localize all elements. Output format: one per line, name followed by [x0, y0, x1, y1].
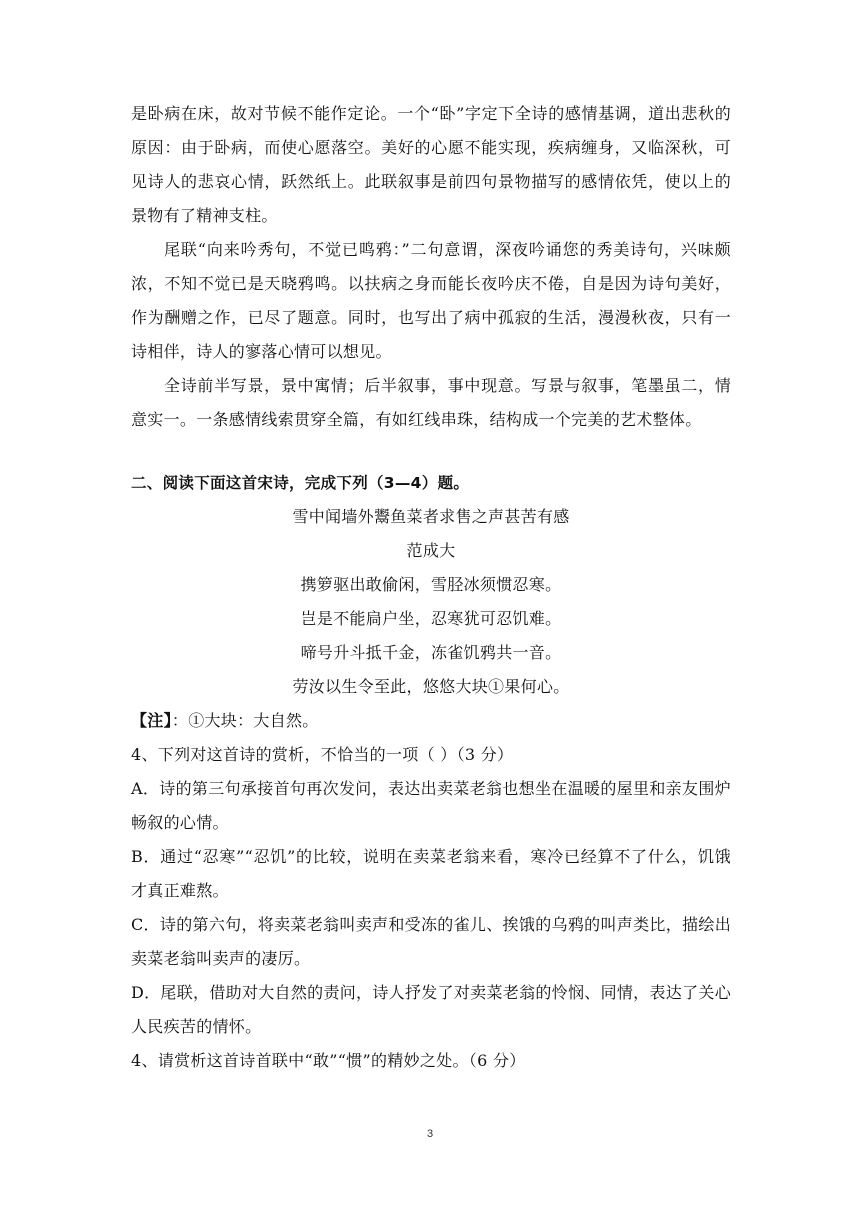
poem-line-1: 携箩驱出敢偷闲，雪胫冰须惯忍寒。 — [300, 575, 562, 594]
poem-line-3: 啼号升斗抵千金，冻雀饥鸦共一音。 — [300, 643, 562, 662]
poem-note — [131, 704, 731, 738]
poem-line-2: 岂是不能扃户坐，忍寒犹可忍饥难。 — [300, 609, 562, 628]
page-number: 3 — [426, 1128, 434, 1140]
question-option-c: C．诗的第六句，将卖菜老翁叫卖声和受冻的雀儿、挨饿的乌鸦的叫声类比，描绘出卖菜老翁叫卖声的凄厉。 — [131, 915, 731, 968]
question-4-stem: 4、下列对这首诗的赏析，不恰当的一项（ ）（3 分） — [131, 745, 514, 764]
page-content — [131, 97, 731, 1078]
poem-block — [131, 500, 731, 704]
question-option-b: B．通过“忍寒”“忍饥”的比较，说明在卖菜老翁来看，寒冷已经算不了什么，饥饿才真正难熬。 — [131, 847, 731, 900]
analysis-paragraph-2: 尾联“向来吟秀句，不觉已鸣鸦：”二句意谓，深夜吟诵您的秀美诗句，兴味颇浓，不知不觉已是天晓鸦鸣。以扶病之身而能长夜吟庆不倦，自是因为诗句美好，作为酬赠之作，已尽了题意。同时，也写出了病中孤寂的生活，漫漫秋夜，只有一诗相伴，诗人的寥落心情可以想见。 — [131, 240, 731, 361]
poem-author: 范成大 — [406, 541, 456, 560]
poem-line-4: 劳汝以生令至此，悠悠大块①果何心。 — [292, 677, 570, 696]
analysis-paragraph-1: 是卧病在床，故对节候不能作定论。一个“卧”字定下全诗的感情基调，道出悲秋的原因：由于卧病，而使心愿落空。美好的心愿不能实现，疾病缠身，又临深秋，可见诗人的悲哀心情，跃然纸上。此联叙事是前四句景物描写的感情依凭，使以上的景物有了精神支柱。 — [131, 104, 731, 225]
question-4-appreciation-stem: 4、请赏析这首诗首联中“敢”“惯”的精妙之处。（6 分） — [131, 1051, 526, 1070]
question-option-a: A．诗的第三句承接首句再次发问，表达出卖菜老翁也想坐在温暖的屋里和亲友围炉畅叙的心情。 — [131, 779, 731, 832]
analysis-paragraph-3: 全诗前半写景，景中寓情；后半叙事，事中现意。写景与叙事，笔墨虽二，情意实一。一条感情线索贯穿全篇，有如红线串珠，结构成一个完美的艺术整体。 — [131, 376, 731, 429]
section-2-title: 二、阅读下面这首宋诗，完成下列（3—4）题。 — [131, 474, 470, 492]
poem-title: 雪中闻墙外鬻鱼菜者求售之声甚苦有感 — [292, 507, 570, 526]
note-text: ：①大块：大自然。 — [171, 711, 319, 730]
note-label: 【注】 — [131, 711, 172, 730]
question-option-d: D．尾联，借助对大自然的责问，诗人抒发了对卖菜老翁的怜悯、同情，表达了关心人民疾苦的情怀。 — [131, 983, 731, 1036]
